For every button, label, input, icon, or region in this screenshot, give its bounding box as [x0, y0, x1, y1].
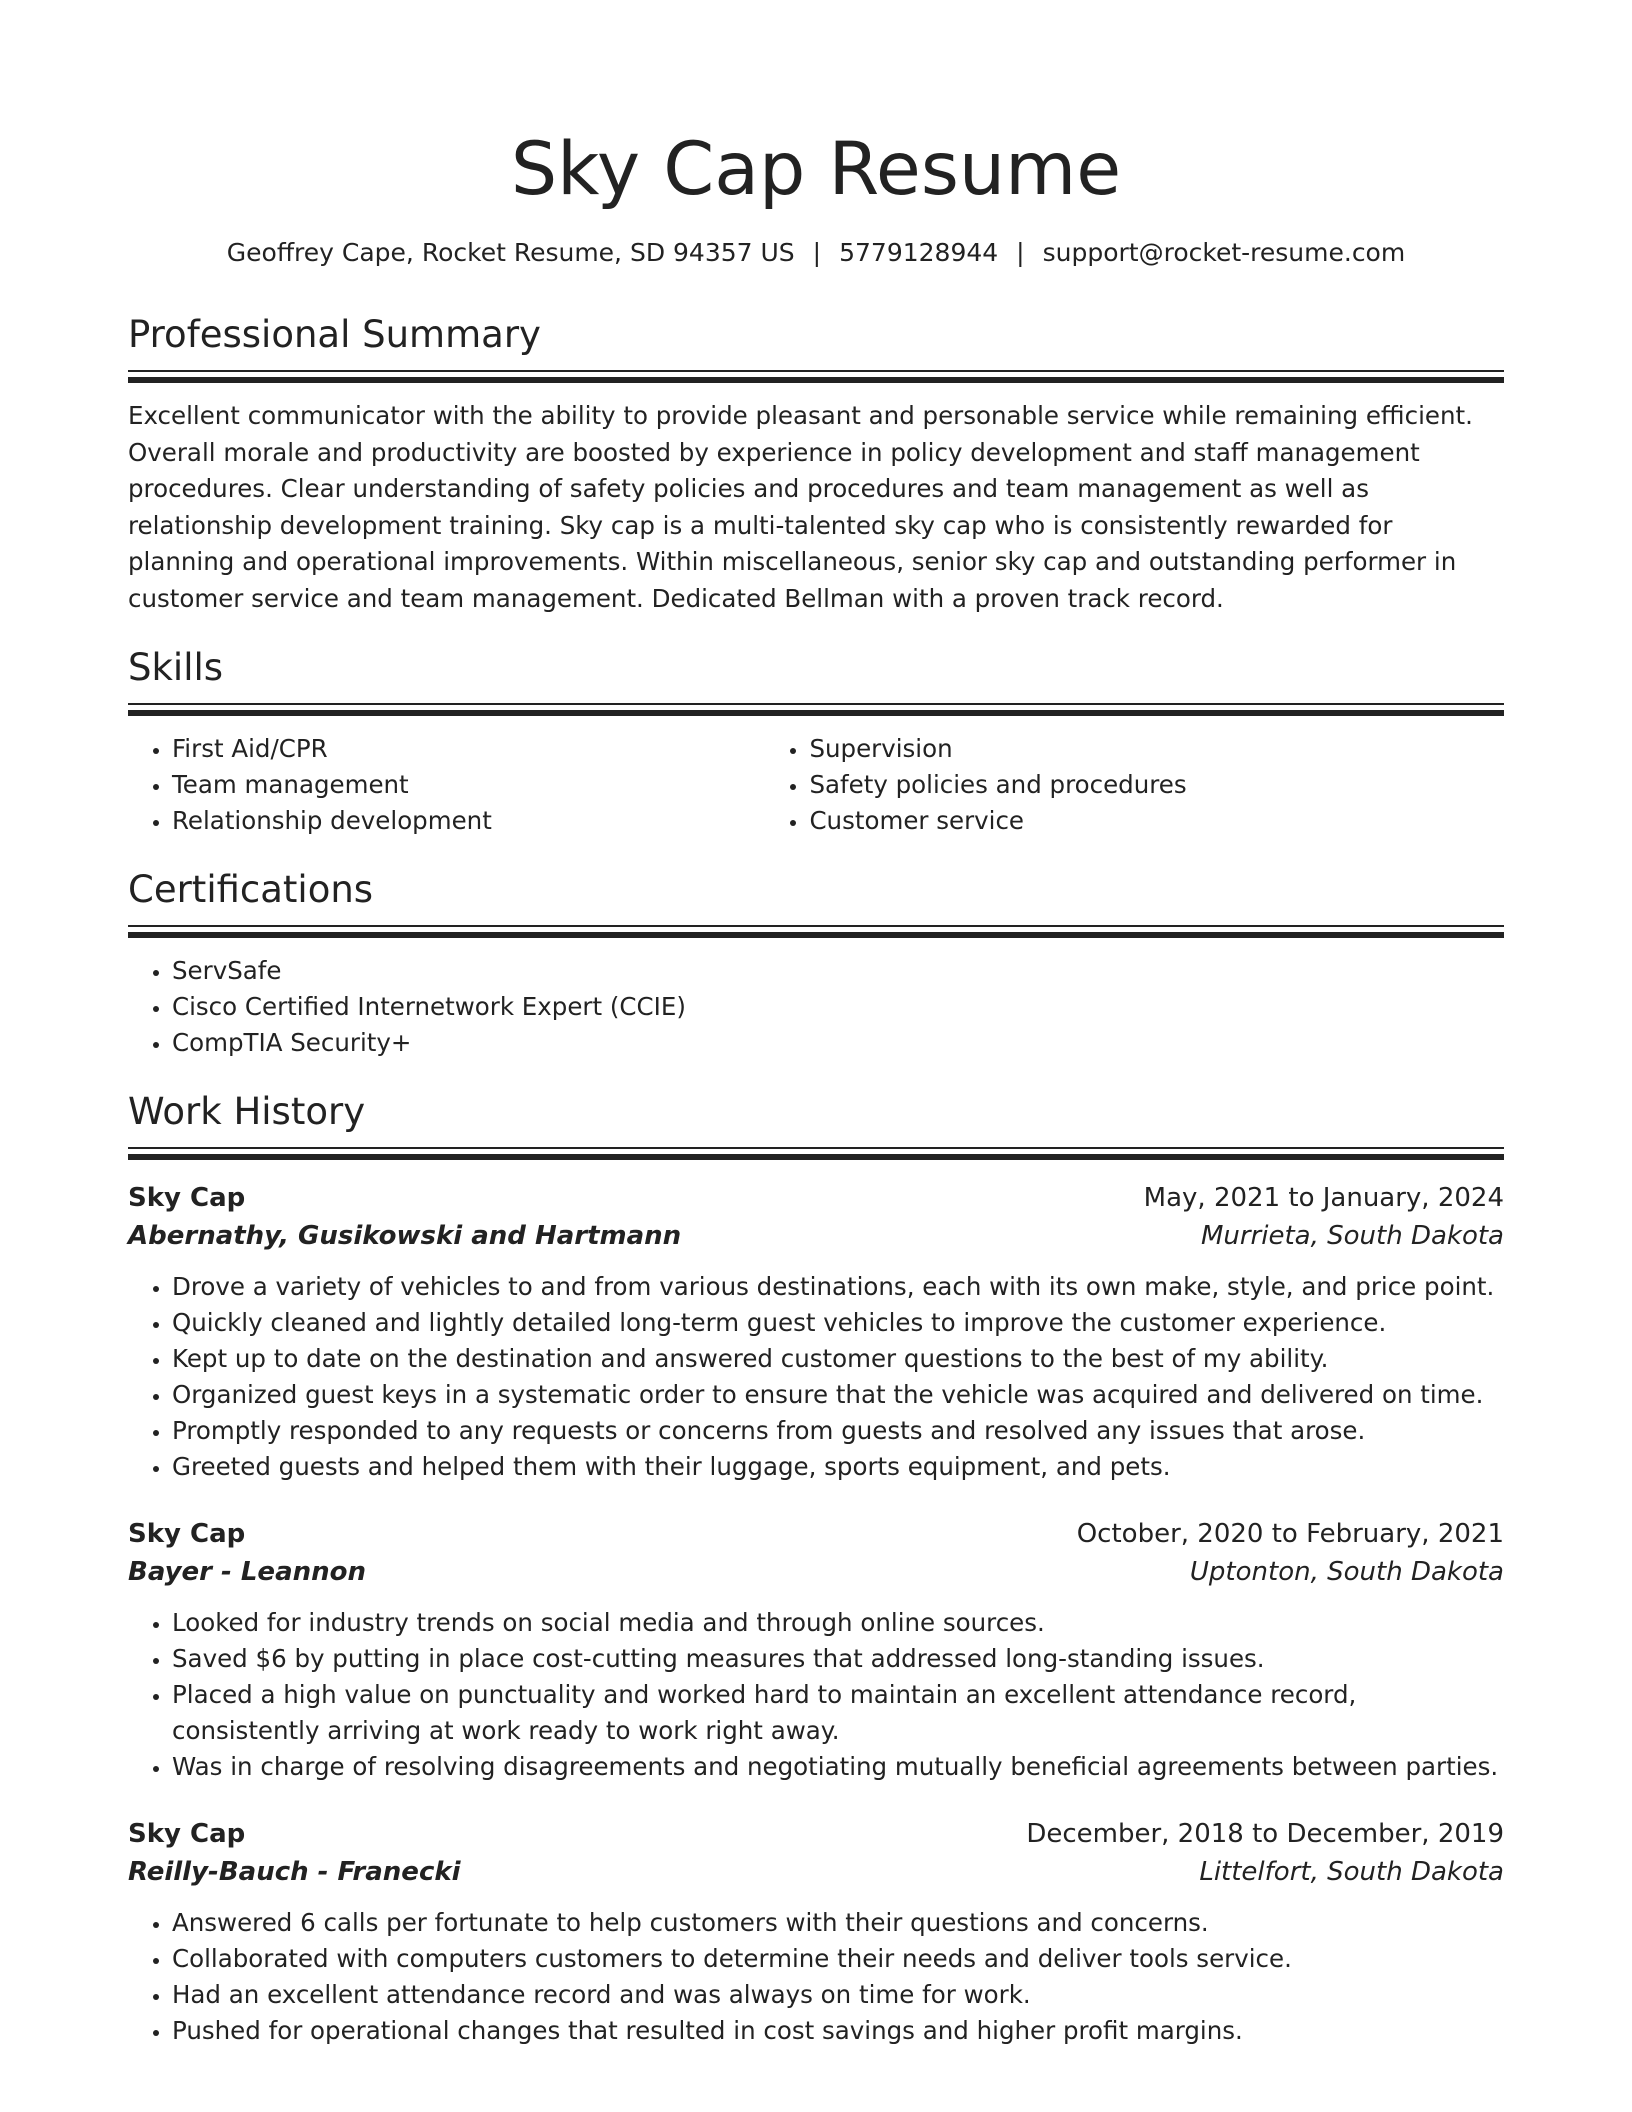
certification-item: • Cisco Certified Internetwork Expert (CCIE) — [172, 989, 1504, 1025]
job-bullet: • Answered 6 calls per fortunate to help customers with their questions and concerns. — [172, 1905, 1504, 1941]
job-title: Sky Cap — [128, 1183, 246, 1213]
job-subheader-row — [128, 1553, 1504, 1591]
summary-text: Excellent communicator with the ability to provide pleasant and personable service while remaining efficient. Overall morale and productivity are boosted by experience in policy development and staff management procedures. Clear understanding of safety policies and procedures and team management as well as relationship development training. Sky cap is a multi-talented sky cap who is consistently rewarded for planning and operational improvements. Within miscellaneous, senior sky cap and outstanding performer in customer service and team management. Dedicated Bellman with a proven track record. — [128, 401, 1473, 613]
job-bullet: • Was in charge of resolving disagreements and negotiating mutually beneficial agreements between parties. — [172, 1749, 1504, 1785]
job-bullet: • Looked for industry trends on social media and through online sources. — [172, 1605, 1504, 1641]
skills-grid — [128, 731, 1504, 839]
contact-phone: 5779128944 — [839, 238, 999, 267]
summary-section — [128, 312, 1504, 617]
resume-page — [128, 0, 1504, 2049]
contact-email: support@rocket-resume.com — [1042, 238, 1406, 267]
job-bullet: • Collaborated with computers customers to determine their needs and deliver tools service. — [172, 1941, 1504, 1977]
job-bullet: • Pushed for operational changes that resulted in cost savings and higher profit margins. — [172, 2013, 1504, 2049]
job-entry — [128, 1179, 1504, 1485]
job-header-row — [128, 1815, 1504, 1853]
job-bullets — [128, 1905, 1504, 2049]
skill-item: • Supervision — [809, 731, 1504, 767]
job-entry — [128, 1815, 1504, 2049]
job-location: Murrieta, South Dakota — [1200, 1221, 1504, 1251]
section-divider — [128, 703, 1504, 717]
job-bullet: • Drove a variety of vehicles to and from various destinations, each with its own make, style, and price point. — [172, 1269, 1504, 1305]
job-entry — [128, 1515, 1504, 1785]
section-title-skills: Skills — [128, 646, 224, 689]
contact-separator: | — [812, 238, 822, 267]
job-bullet: • Greeted guests and helped them with their luggage, sports equipment, and pets. — [172, 1449, 1504, 1485]
skill-item: • Relationship development — [172, 803, 765, 839]
certification-item: • CompTIA Security+ — [172, 1025, 1504, 1061]
job-location: Littelfort, South Dakota — [1199, 1857, 1504, 1887]
skills-section — [128, 645, 1504, 839]
skill-item: • Team management — [172, 767, 765, 803]
job-bullet: • Had an excellent attendance record and was always on time for work. — [172, 1977, 1504, 2013]
contact-address: Geoffrey Cape, Rocket Resume, SD 94357 US — [226, 238, 795, 267]
job-bullet: • Placed a high value on punctuality and worked hard to maintain an excellent attendance record, consistently arriving at work ready to work right away. — [172, 1677, 1504, 1749]
work-history-section — [128, 1089, 1504, 2049]
skills-list-right — [765, 731, 1504, 839]
job-bullets — [128, 1605, 1504, 1785]
job-bullet: • Saved $6 by putting in place cost-cutting measures that addressed long-standing issues. — [172, 1641, 1504, 1677]
job-header-row — [128, 1515, 1504, 1553]
job-company: Bayer - Leannon — [128, 1557, 366, 1587]
job-title: Sky Cap — [128, 1519, 246, 1549]
section-divider — [128, 925, 1504, 939]
skill-item: • Customer service — [809, 803, 1504, 839]
job-subheader-row — [128, 1853, 1504, 1891]
section-title-summary: Professional Summary — [128, 313, 541, 356]
contact-line — [128, 236, 1504, 270]
certifications-section — [128, 867, 1504, 1061]
job-bullet: • Kept up to date on the destination and answered customer questions to the best of my ability. — [172, 1341, 1504, 1377]
section-title-certifications: Certifications — [128, 868, 374, 911]
skill-item: • Safety policies and procedures — [809, 767, 1504, 803]
job-bullet: • Quickly cleaned and lightly detailed long-term guest vehicles to improve the customer experience. — [172, 1305, 1504, 1341]
job-subheader-row — [128, 1217, 1504, 1255]
section-title-work-history: Work History — [128, 1090, 366, 1133]
job-header-row — [128, 1179, 1504, 1217]
job-location: Uptonton, South Dakota — [1189, 1557, 1504, 1587]
job-dates: December, 2018 to December, 2019 — [1026, 1819, 1504, 1849]
certifications-list — [128, 953, 1504, 1061]
section-divider — [128, 370, 1504, 384]
job-bullets — [128, 1269, 1504, 1485]
job-company: Abernathy, Gusikowski and Hartmann — [128, 1221, 682, 1251]
job-bullet: • Organized guest keys in a systematic order to ensure that the vehicle was acquired and delivered on time. — [172, 1377, 1504, 1413]
skills-list-left — [128, 731, 765, 839]
job-title: Sky Cap — [128, 1819, 246, 1849]
resume-title: Sky Cap Resume — [510, 127, 1122, 212]
job-dates: May, 2021 to January, 2024 — [1143, 1183, 1504, 1213]
section-divider — [128, 1147, 1504, 1161]
job-dates: October, 2020 to February, 2021 — [1076, 1519, 1504, 1549]
job-company: Reilly-Bauch - Franecki — [128, 1857, 461, 1887]
contact-separator: | — [1016, 238, 1025, 267]
skill-item: • First Aid/CPR — [172, 731, 765, 767]
job-bullet: • Promptly responded to any requests or concerns from guests and resolved any issues that arose. — [172, 1413, 1504, 1449]
certification-item: • ServSafe — [172, 953, 1504, 989]
